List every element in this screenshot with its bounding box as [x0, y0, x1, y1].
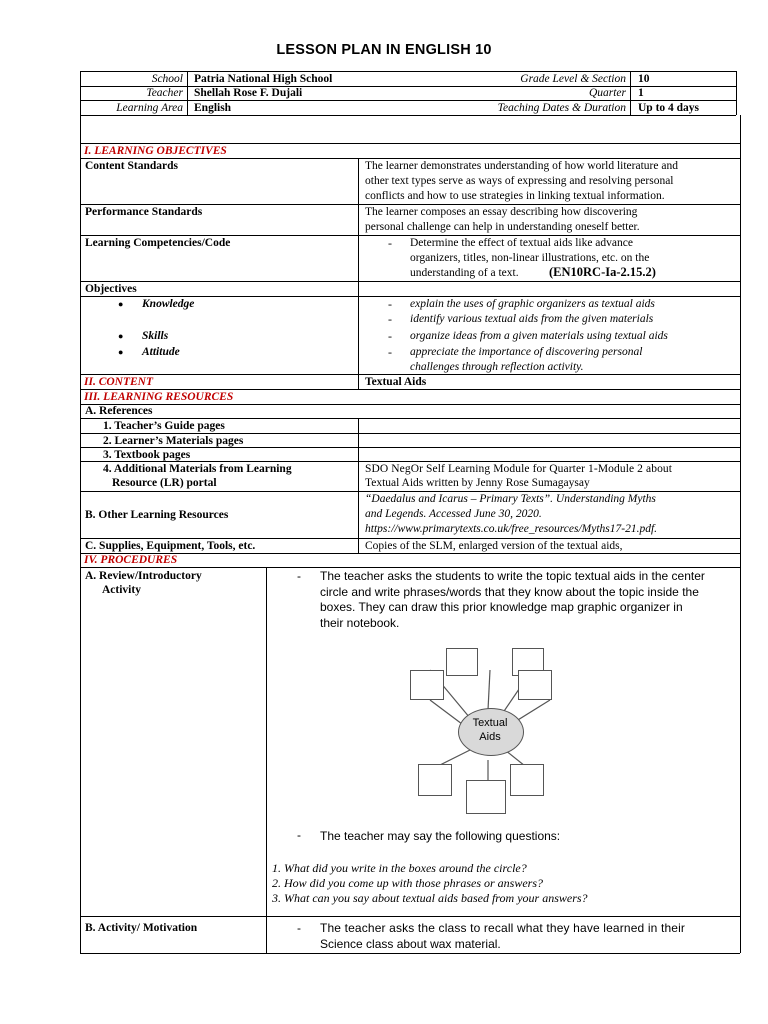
content-heading: II. CONTENT: [84, 376, 154, 388]
activity-text-line-2: Science class about wax material.: [320, 937, 501, 951]
competency-line-3: understanding of a text.: [410, 267, 519, 279]
dates-label: Teaching Dates & Duration: [497, 102, 626, 114]
textbook-label: 3. Textbook pages: [103, 449, 191, 461]
grade-label: Grade Level & Section: [520, 73, 626, 85]
review-text-line-4: their notebook.: [320, 616, 400, 630]
review-label-line-2: Activity: [102, 584, 141, 596]
review-text-line-3: boxes. They can draw this prior knowledge map graphic organizer in: [320, 600, 683, 614]
review-text-line-2: circle and write phrases/words that they know about the topic inside the: [320, 585, 699, 599]
school-value: Patria National High School: [194, 73, 333, 85]
teacher-value: Shellah Rose F. Dujali: [194, 87, 303, 99]
learners-materials-label: 2. Learner’s Materials pages: [103, 435, 244, 447]
dash-marker: -: [388, 329, 392, 343]
supplies-value: Copies of the SLM, enlarged version of the textual aids,: [365, 540, 623, 552]
bullet-icon: ●: [118, 331, 124, 341]
organizer-box: [518, 670, 552, 700]
bullet-icon: ●: [118, 347, 124, 357]
knowledge-item-2: identify various textual aids from the given materials: [410, 313, 654, 325]
review-label-line-1: A. Review/Introductory: [85, 570, 202, 582]
dash-marker: -: [388, 345, 392, 359]
knowledge-label: Knowledge: [142, 298, 195, 310]
competency-line-1: Determine the effect of textual aids like advance: [410, 237, 633, 249]
other-resources-link[interactable]: https://www.primarytexts.co.uk/free_resources/Myths17-21.pdf.: [365, 523, 658, 535]
question-3: 3. What can you say about textual aids based from your answers?: [272, 891, 588, 905]
activity-text-line-1: The teacher asks the class to recall what they have learned in their: [320, 921, 686, 935]
question-2: 2. How did you come up with those phrases or answers?: [272, 876, 543, 890]
area-label: Learning Area: [116, 102, 183, 114]
dash-marker: -: [297, 921, 301, 935]
other-resources-line-2: and Legends. Accessed June 30, 2020.: [365, 508, 542, 520]
supplies-label: C. Supplies, Equipment, Tools, etc.: [85, 540, 256, 552]
circle-label-line-1: Textual: [472, 717, 508, 729]
organizer-box: [466, 780, 506, 814]
knowledge-item-1: explain the uses of graphic organizers as textual aids: [410, 298, 655, 310]
references-label: A. References: [85, 405, 153, 417]
content-standards-line-2: other text types serve as ways of expressing and resolving personal: [365, 175, 674, 187]
other-resources-label: B. Other Learning Resources: [85, 509, 229, 521]
performance-line-2: personal challenge can help in understanding oneself better.: [365, 221, 640, 233]
organizer-box: [446, 648, 478, 676]
graphic-organizer-diagram: [400, 640, 560, 830]
grade-value: 10: [638, 73, 650, 85]
attitude-line-1: appreciate the importance of discovering personal: [410, 346, 643, 358]
attitude-line-2: challenges through reflection activity.: [410, 361, 584, 373]
resources-heading: III. LEARNING RESOURCES: [84, 391, 234, 403]
additional-materials-line-2: Resource (LR) portal: [112, 477, 217, 489]
competencies-label: Learning Competencies/Code: [85, 237, 231, 249]
dash-marker: -: [388, 236, 392, 250]
procedures-heading: IV. PROCEDURES: [84, 554, 178, 566]
content-standards-line-3: conflicts and how to use strategies in linking textual information.: [365, 190, 665, 202]
content-value: Textual Aids: [365, 376, 427, 388]
objectives-heading: I. LEARNING OBJECTIVES: [84, 145, 227, 157]
dates-value: Up to 4 days: [638, 102, 700, 114]
area-value: English: [194, 102, 232, 114]
additional-value-line-2: Textual Aids written by Jenny Rose Sumagaysay: [365, 477, 590, 489]
quarter-label: Quarter: [588, 87, 626, 99]
teacher-label: Teacher: [146, 87, 183, 99]
objectives-label: Objectives: [85, 283, 137, 295]
school-label: School: [151, 73, 183, 85]
additional-materials-line-1: 4. Additional Materials from Learning: [103, 463, 292, 475]
skills-label: Skills: [142, 330, 169, 342]
competency-line-2: organizers, titles, non-linear illustrations, etc. on the: [410, 252, 650, 264]
question-1: 1. What did you write in the boxes around the circle?: [272, 861, 527, 875]
content-standards-label: Content Standards: [85, 160, 178, 172]
bullet-icon: ●: [118, 299, 124, 309]
skills-item-1: organize ideas from a given materials using textual aids: [410, 330, 668, 342]
other-resources-line-1: “Daedalus and Icarus – Primary Texts”. Understanding Myths: [365, 493, 656, 505]
competency-code: (EN10RC-Ia-2.15.2): [549, 265, 656, 279]
organizer-box: [510, 764, 544, 796]
teacher-say-text: The teacher may say the following questions:: [320, 829, 561, 843]
activity-label: B. Activity/ Motivation: [85, 922, 198, 934]
dash-marker: -: [388, 312, 392, 326]
performance-standards-label: Performance Standards: [85, 206, 203, 218]
additional-value-line-1: SDO NegOr Self Learning Module for Quarter 1-Module 2 about: [365, 463, 673, 475]
document-title: LESSON PLAN IN ENGLISH 10: [276, 42, 492, 58]
dash-marker: -: [388, 297, 392, 311]
content-standards-line-1: The learner demonstrates understanding of how world literature and: [365, 160, 678, 172]
dash-marker: -: [297, 828, 301, 842]
organizer-box: [410, 670, 444, 700]
teachers-guide-label: 1. Teacher’s Guide pages: [103, 420, 225, 432]
circle-label-line-2: Aids: [479, 731, 501, 743]
organizer-box: [418, 764, 452, 796]
performance-line-1: The learner composes an essay describing how discovering: [365, 206, 638, 218]
quarter-value: 1: [638, 87, 644, 99]
attitude-label: Attitude: [142, 346, 180, 358]
review-text-line-1: The teacher asks the students to write the topic textual aids in the center: [320, 569, 705, 583]
dash-marker: -: [297, 569, 301, 583]
